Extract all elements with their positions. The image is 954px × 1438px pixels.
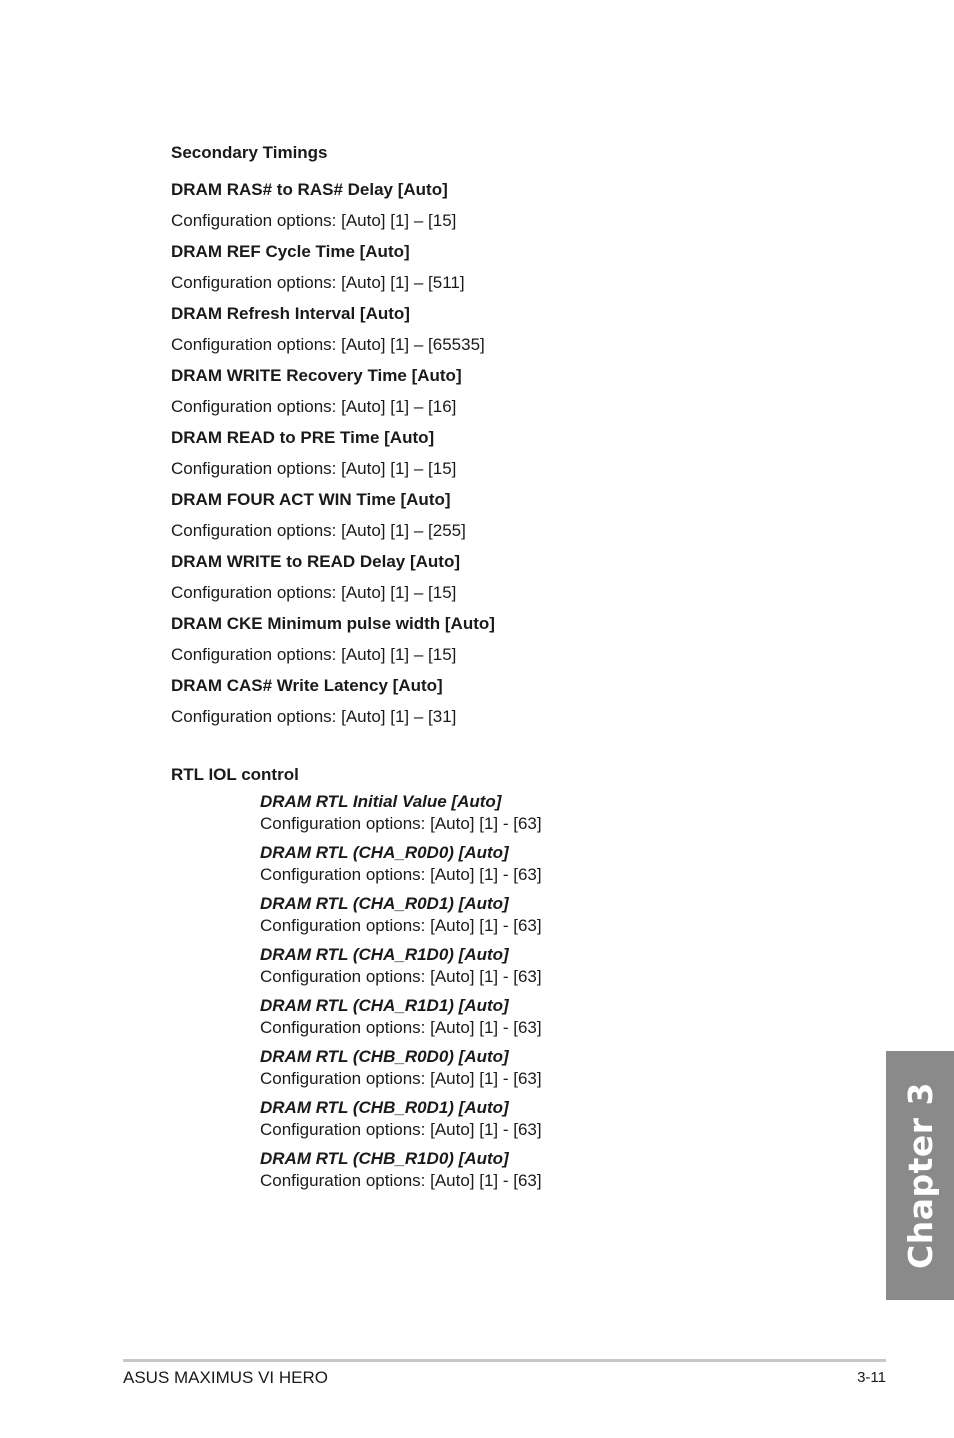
secondary-item [171,178,811,233]
footer-page-number: 3-11 [857,1369,886,1386]
rtl-item [260,893,811,937]
item-title: DRAM RTL (CHA_R1D0) [Auto] [260,945,509,964]
rtl-item [260,791,811,835]
secondary-item [171,550,811,605]
rtl-item [260,944,811,988]
secondary-item [171,426,811,481]
item-title: DRAM CKE Minimum pulse width [Auto] [171,614,495,633]
item-title: DRAM REF Cycle Time [Auto] [171,242,410,261]
secondary-item [171,674,811,729]
item-title: DRAM RTL Initial Value [Auto] [260,792,502,811]
item-options: Configuration options: [Auto] [1] - [63] [260,916,542,935]
item-options: Configuration options: [Auto] [1] - [63] [260,1120,542,1139]
item-options: Configuration options: [Auto] [1] - [63] [260,1018,542,1037]
item-title: DRAM READ to PRE Time [Auto] [171,428,435,447]
rtl-item [260,995,811,1039]
secondary-item [171,240,811,295]
item-title: DRAM RTL (CHA_R1D1) [Auto] [260,996,509,1015]
item-options: Configuration options: [Auto] [1] – [15] [171,645,457,664]
item-options: Configuration options: [Auto] [1] – [15] [171,459,457,478]
item-options: Configuration options: [Auto] [1] – [255] [171,521,466,540]
page-content [171,141,811,1199]
item-title: DRAM RTL (CHB_R1D0) [Auto] [260,1149,509,1168]
rtl-item [260,842,811,886]
item-title: DRAM Refresh Interval [Auto] [171,304,410,323]
section-title-rtl-iol-control: RTL IOL control [171,765,299,784]
item-options: Configuration options: [Auto] [1] - [63] [260,967,542,986]
item-options: Configuration options: [Auto] [1] – [16] [171,397,457,416]
item-title: DRAM RTL (CHB_R0D1) [Auto] [260,1098,509,1117]
item-title: DRAM CAS# Write Latency [Auto] [171,676,443,695]
chapter-tab [886,1051,954,1300]
item-options: Configuration options: [Auto] [1] – [511] [171,273,465,292]
rtl-item [260,1097,811,1141]
secondary-item [171,612,811,667]
item-options: Configuration options: [Auto] [1] – [65535] [171,335,485,354]
item-options: Configuration options: [Auto] [1] - [63] [260,814,542,833]
item-options: Configuration options: [Auto] [1] – [15] [171,211,457,230]
footer-divider [123,1359,886,1362]
item-options: Configuration options: [Auto] [1] – [15] [171,583,457,602]
item-options: Configuration options: [Auto] [1] - [63] [260,1171,542,1190]
item-title: DRAM RAS# to RAS# Delay [Auto] [171,180,448,199]
item-title: DRAM WRITE Recovery Time [Auto] [171,366,462,385]
secondary-item [171,364,811,419]
secondary-item [171,302,811,357]
rtl-item [260,1046,811,1090]
item-title: DRAM RTL (CHB_R0D0) [Auto] [260,1047,509,1066]
item-options: Configuration options: [Auto] [1] – [31] [171,707,457,726]
chapter-tab-label: Chapter 3 [900,1082,940,1269]
section-title-secondary-timings: Secondary Timings [171,143,328,162]
footer-product-name: ASUS MAXIMUS VI HERO [123,1368,328,1387]
rtl-item [260,1148,811,1192]
item-title: DRAM RTL (CHA_R0D0) [Auto] [260,843,509,862]
item-title: DRAM RTL (CHA_R0D1) [Auto] [260,894,509,913]
item-options: Configuration options: [Auto] [1] - [63] [260,865,542,884]
secondary-item [171,488,811,543]
item-title: DRAM FOUR ACT WIN Time [Auto] [171,490,451,509]
item-options: Configuration options: [Auto] [1] - [63] [260,1069,542,1088]
item-title: DRAM WRITE to READ Delay [Auto] [171,552,460,571]
